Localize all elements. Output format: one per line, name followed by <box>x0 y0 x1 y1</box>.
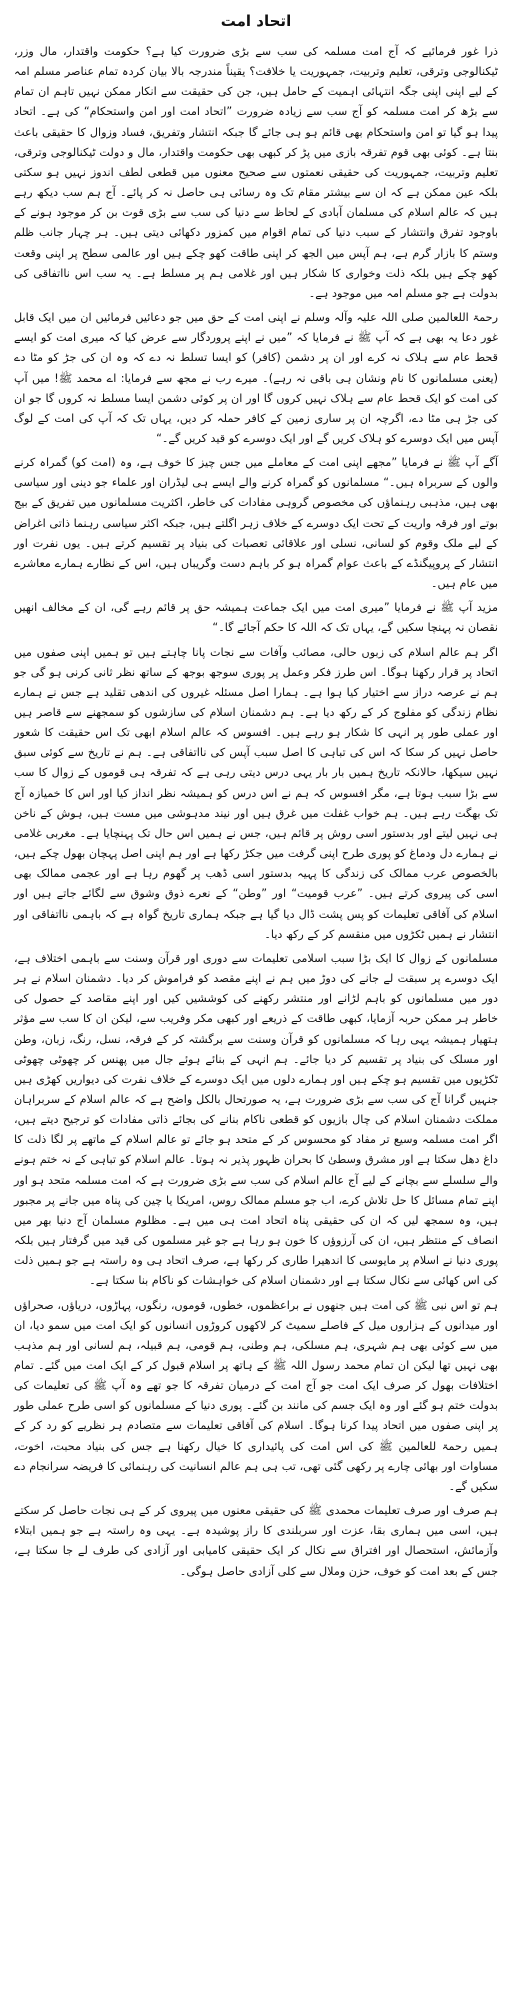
article-paragraph: اگر ہم عالم اسلام کی زبوں حالی، مصائب وآفات سے نجات پانا چاہتے ہیں تو ہمیں اپنی صفوں میں اتحاد پر قرار رکھنا ہوگا۔ اس طرز فکر وعمل پر پوری سوجھ بوجھ کے ساتھ نظر ثانی کرنی ہو گی جو ہم نے عرصہ دراز سے اختیار کیا ہوا ہے۔ ہمارا اصل مسئلہ غیروں کی اندھی تقلید ہے جس نے ہمارے نظام زندگی کو مفلوج کر کے رکھ دیا ہے۔ ہم دشمنان اسلام کی سازشوں کو سمجھنے سے قاصر ہیں اور عملی طور پر انہی کا شکار ہو رہے ہیں۔ افسوس کہ عالم اسلام ابھی تک اس حقیقت کا شعور حاصل نہیں کر سکا کہ اس کی تباہی کا اصل سبب آپس کی نااتفاقی ہے۔ ہم نے تاریخ سے کوئی سبق نہیں سیکھا، حالانکہ تاریخ ہمیں بار بار یہی درس دیتی رہی ہے کہ تفرقہ ہی قوموں کے زوال کا سب سے بڑا سبب ہوتا ہے، مگر افسوس کہ ہم نے اس درس کو ہمیشہ نظر انداز کیا اور اس کا خمیازہ آج تک بھگت رہے ہیں۔ ہم خواب غفلت میں غرق ہیں اور نیند مدہوشی میں مست ہیں، ہوش کے ناخن ہی نہیں لیتے اور بدستور اسی روش پر قائم ہیں، جس نے ہمیں اس حال تک پہنچایا ہے۔ مغربی غلامی نے ہمارے دل ودماغ کو پوری طرح اپنی گرفت میں جکڑ رکھا ہے اور ہم اپنی اصل پہچان بھول چکے ہیں، بالخصوص عرب ممالک کی زندگی کا پہیہ بدستور اسی ڈھب پر گھوم رہا ہے اور عجمی ممالک بھی اسی کی پیروی کرتے ہیں۔ ”عرب قومیت“ اور ”وطن“ کے نعرے ذوق وشوق سے لگائے جاتے ہیں اور اسلام کی آفاقی تعلیمات کو پس پشت ڈال دیا گیا ہے جبکہ ہماری تاریخ گواہ ہے کہ باہمی نااتفاقی اور انتشار نے ہمیں ٹکڑوں میں منقسم کر کے رکھ دیا۔ <box>14 645 498 941</box>
article-paragraph: آگے آپ ﷺ نے فرمایا ”مجھے اپنی امت کے معاملے میں جس چیز کا خوف ہے، وہ (امت کو) گمراہ کرنے والوں کے سربراہ ہیں۔“ مسلمانوں کو گمراہ کرنے والے ایسے ہی لیڈران اور علماء جو دینی اور سیاسی بھی ہیں، مذہبی رہنماؤں کی مخصوص گروہی مفادات کی خاطر، اکثریت مسلمانوں میں تفریق کے بیج بوتے اور فرقہ واریت کے تحت ایک دوسرے کے خلاف زہر اگلتے ہیں، جبکہ اکثر سیاسی رہنما ذاتی اغراض کے لیے ملک وقوم کو لسانی، نسلی اور علاقائی تعصبات کی بنیاد پر تقسیم کرتے ہیں۔ یوں نفرت اور انتشار کے پروپیگنڈے کے باعث عوام گمراہ ہو کر باہم دست وگریباں ہیں، اس کے نظارے ہمارے معاشرے میں عام ہیں۔ <box>14 456 498 591</box>
article-paragraph: ذرا غور فرمائیے کہ آج امت مسلمہ کی سب سے بڑی ضرورت کیا ہے؟ حکومت واقتدار، مال وزر، ٹیکنالوجی وترقی، تعلیم وتربیت، جمہوریت یا خلافت؟ یقیناً مندرجہ بالا بیان کردہ تمام عناصر مسلم امہ کے لیے اپنی اپنی جگہ انتہائی اہمیت کے حامل ہیں، جن کی حقیقت سے انکار ممکن نہیں تاہم ان تمام سے بڑھ کر امت مسلمہ کو آج سب سے زیادہ ضرورت ”اتحاد امت اور امن واستحکام“ کی ہے۔ اتحاد پیدا ہو گیا تو امن واستحکام بھی قائم ہو ہی جائے گا جبکہ انتشار وتفریق، فساد وزوال کا حقیقی باعث بنتا ہے۔ کوئی بھی قوم تفرقہ بازی میں پڑ کر کبھی بھی حکومت واقتدار، مال و دولت ٹیکنالوجی وترقی، تعلیم وتربیت، جمہوریت کی حقیقی نعمتوں سے صحیح معنوں میں قطعی لطف اندوز نہیں ہو سکتی بلکہ عین ممکن ہے کہ ان سے بیشتر مقام تک وہ رسائی ہی حاصل نہ کر پائے۔ آج ہم سب دیکھ رہے ہیں کہ عالم اسلام کی مسلمان آبادی کے لحاظ سے دنیا کی سب سے بڑی قوت بن کر موجود ہونے کے باوجود تفرق وانتشار کے سبب دنیا کی تمام اقوام میں کمزور دکھائی دیتی ہیں۔ ہر چہار جانب ظلم وستم کا بازار گرم ہے، ہم آپس میں الجھ کر اپنی طاقت کھو چکے ہیں اور عالمی سطح پر اپنی وقعت کھو چکے ہیں بلکہ ذلت وخواری کا شکار ہیں اور غلامی ہم پر مسلط ہے۔ یہ سب اس نااتفاقی کی بدولت ہے جو مسلم امہ میں موجود ہے۔ <box>14 45 498 300</box>
article-title: اتحاد امت <box>220 12 292 30</box>
article-paragraph: مسلمانوں کے زوال کا ایک بڑا سبب اسلامی تعلیمات سے دوری اور قرآن وسنت سے باہمی اختلاف ہے، ایک دوسرے پر سبقت لے جانے کی دوڑ میں ہم نے اپنے مقصد کو فراموش کر دیا۔ دشمنان اسلام نے ہر دور میں مسلمانوں کو باہم لڑانے اور منتشر رکھنے کی کوششیں کیں اور اپنے مقاصد کے حصول کی خاطر ہر ممکن حربہ آزمایا، کبھی طاقت کے ذریعے اور کبھی مکر وفریب سے، لیکن ان کا سب سے مؤثر ہتھیار ہمیشہ یہی رہا کہ مسلمانوں کو قرآن وسنت سے برگشتہ کر کے فرقہ، نسل، رنگ، زبان، وطن اور مسلک کی بنیاد پر تقسیم کر دیا جائے۔ ہم انہی کے بنائے ہوئے جال میں پھنس کر چھوٹی چھوٹی ٹکڑیوں میں تقسیم ہو چکے ہیں اور ہمارے دلوں میں ایک دوسرے کے خلاف نفرت کی دیواریں کھڑی ہیں جنہیں گرانا آج کی سب سے بڑی ضرورت ہے، یہ صورتحال بالکل واضح ہے کہ عالم اسلام کے سربراہان مملکت دشمنان اسلام کی چال بازیوں کو قطعی ناکام بنانے کی بجائے ذاتی مفادات کو ترجیح دیتے ہیں، اگر امت مسلمہ وسیع تر مفاد کو محسوس کر کے متحد ہو جائے تو عالم اسلام کے ماتھے پر لگا ذلت کا داغ دھل سکتا ہے اور مشرق وسطیٰ کا بحران ظہور پذیر نہ ہوتا۔ عالم اسلام کو تباہی کے نہ ختم ہونے والے سلسلے سے بچانے کے لیے آج عالم اسلام کی سب سے بڑی ضرورت ہے کہ امت مسلمہ متحد ہو اور اپنے تمام مسائل کا حل تلاش کرے، اب جو مسلم ممالک روس، امریکا یا چین کی پناہ میں جانے پر مجبور ہیں، وہ سمجھ لیں کہ ان کی حقیقی پناہ اتحاد امت ہی میں ہے۔ مظلوم مسلمان آج دنیا بھر میں انصاف کے منتظر ہیں، ان کی آرزوؤں کا خون ہو رہا ہے جو غیر مسلموں کی قید میں گرفتار ہیں بلکہ پوری دنیا نے اسلام پر مایوسی کا اندھیرا طاری کر رکھا ہے، صرف اتحاد ہی وہ راستہ ہے جو ہمیں ذلت کی اس کھائی سے نکال سکتا ہے اور دشمنان اسلام کی خواہشات کو ناکام بنا سکتا ہے۔ <box>14 951 498 1288</box>
article-paragraph: مزید آپ ﷺ نے فرمایا ”میری امت میں ایک جماعت ہمیشہ حق پر قائم رہے گی، ان کے مخالف انھیں نقصان نہ پہنچا سکیں گے، یہاں تک کہ اللہ کا حکم آجائے گا۔“ <box>14 601 498 635</box>
article-paragraph: ہم صرف اور صرف تعلیمات محمدی ﷺ کی حقیقی معنوں میں پیروی کر کے ہی نجات حاصل کر سکتے ہیں، اسی میں ہماری بقا، عزت اور سربلندی کا راز پوشیدہ ہے۔ یہی وہ راستہ ہے جو ہمیں ابتلاء وآزمائش، استحصال اور افتراق سے نکال کر ایک حقیقی کامیابی اور آزادی کی طرف لے جا سکتا ہے، جس کے بعد امت کو خوف، حزن وملال سے کلی آزادی حاصل ہوگی۔ <box>14 1504 498 1578</box>
article-paragraph: ہم تو اس نبی ﷺ کی امت ہیں جنھوں نے براعظموں، خطوں، قوموں، رنگوں، پہاڑوں، دریاؤں، صحراؤں اور میدانوں کے ہزاروں میل کے فاصلے سمیٹ کر لاکھوں کروڑوں انسانوں کو ایک امت میں سمو دیا، ان میں سے کوئی بھی ہم شہری، ہم مسلکی، ہم وطنی، ہم قومی، ہم قبیلہ، ہم لسانی اور ہم مذہب بھی نہیں تھا لیکن ان تمام محمد رسول اللہ ﷺ کے ہاتھ پر اسلام قبول کر کے ایک امت میں گئے۔ تمام اختلافات بھول کر صرف ایک امت جو آج امت کے درمیان تفرقہ کا جو تھے وہ آپ ﷺ کی تعلیمات کی بدولت ختم ہو گئے اور وہ ایک جسم کی مانند بن گئے۔ پوری دنیا کے مسلمانوں کو اسی طرح عملی طور پر اپنی صفوں میں اتحاد پیدا کرنا ہوگا۔ اسلام کی آفاقی تعلیمات سے متصادم ہر نظریے کو رد کر کے ہمیں رحمۃ للعالمین ﷺ کی اس امت کی پائیداری کا خیال رکھنا ہے جس کی بنیاد محبت، اخوت، مساوات اور بھائی چارے پر رکھی گئی تھی، تب ہی ہم عالم انسانیت کی رہنمائی کا فریضہ سرانجام دے سکیں گے۔ <box>14 1298 498 1493</box>
article-paragraph: رحمۃ اللعالمین صلی اللہ علیہ وآلہ وسلم نے اپنی امت کے حق میں جو دعائیں فرمائیں ان میں ایک قابل غور دعا یہ بھی ہے کہ آپ ﷺ نے فرمایا کہ ”میں نے اپنے پروردگار سے عرض کیا کہ میری امت کو ایسے قحط عام سے ہلاک نہ کرے اور ان پر دشمن (کافر) کو ایسا تسلط نہ دے کہ وہ ان کی جڑ کو مٹا دے (یعنی مسلمانوں کا نام ونشان ہی باقی نہ رہے)۔ میرے رب نے مجھ سے فرمایا: اے محمد ﷺ! میں آپ کی امت کو ایک قحط عام سے ہلاک نہیں کروں گا اور ان پر کوئی دشمن ایسا مسلط نہ کروں گا جو ان کی جڑ ہی مٹا دے، اگرچہ ان پر ساری زمین کے کافر حملہ کر دیں، یہاں تک کہ آپ کی امت کے لوگ آپس میں ایک دوسرے کو ہلاک کریں گے اور ایک دوسرے کو قید کریں گے۔“ <box>14 311 498 445</box>
